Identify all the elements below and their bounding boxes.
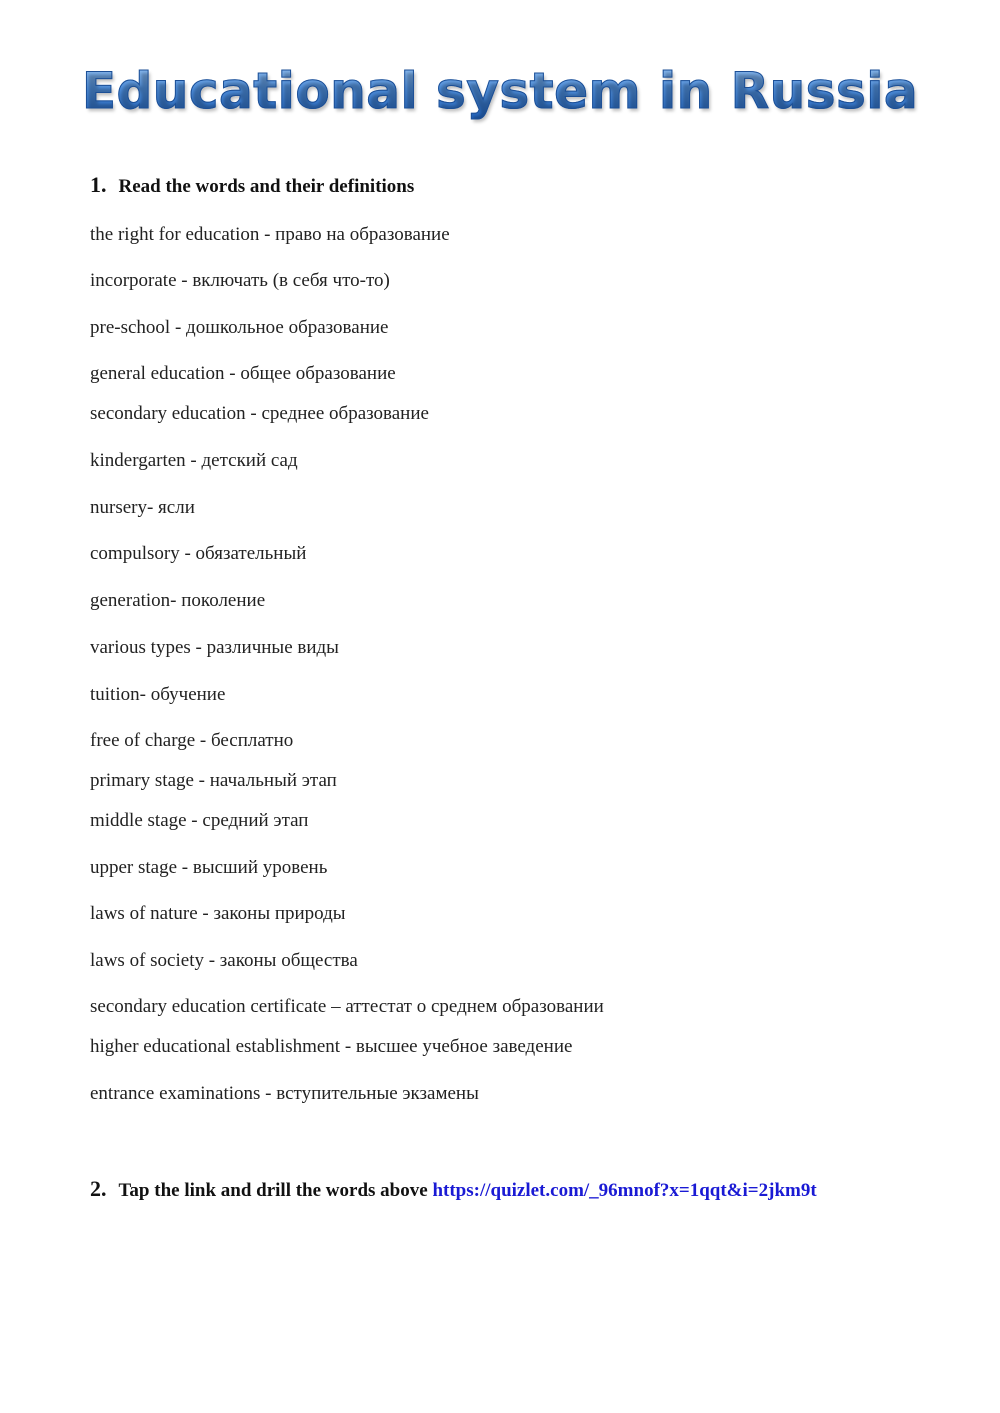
- vocab-item: tuition- обучение: [90, 684, 226, 705]
- section-1-text: Read the words and their definitions: [118, 176, 415, 197]
- page-title: Educational system in Russia: [0, 62, 1000, 120]
- vocab-item: general education - общее образование: [90, 363, 396, 384]
- section-2-number: 2.: [90, 1176, 107, 1201]
- vocab-item: entrance examinations - вступительные экзамены: [90, 1083, 479, 1104]
- vocab-item: pre-school - дошкольное образование: [90, 317, 389, 338]
- quizlet-link[interactable]: https://quizlet.com/_96mnof?x=1qqt&i=2jkm9t: [432, 1180, 817, 1201]
- vocab-item: higher educational establishment - высшее учебное заведение: [90, 1036, 573, 1057]
- vocab-item: kindergarten - детский сад: [90, 450, 298, 471]
- section-2-text: Tap the link and drill the words above: [118, 1180, 428, 1201]
- vocab-item: free of charge - бесплатно: [90, 730, 294, 751]
- vocab-item: upper stage - высший уровень: [90, 857, 328, 878]
- section-1-number: 1.: [90, 172, 107, 197]
- vocab-item: laws of nature - законы природы: [90, 903, 346, 924]
- vocab-item: generation- поколение: [90, 590, 266, 611]
- section-2-heading: [90, 1176, 817, 1202]
- vocab-item: various types - различные виды: [90, 637, 339, 658]
- vocab-item: compulsory - обязательный: [90, 543, 307, 564]
- section-1-heading: [90, 172, 414, 198]
- vocab-item: secondary education certificate – аттестат о среднем образовании: [90, 996, 604, 1017]
- vocab-item: incorporate - включать (в себя что-то): [90, 270, 390, 291]
- vocab-item: laws of society - законы общества: [90, 950, 358, 971]
- vocab-item: secondary education - среднее образование: [90, 403, 429, 424]
- vocab-item: the right for education - право на образование: [90, 224, 450, 245]
- vocab-item: middle stage - средний этап: [90, 810, 309, 831]
- vocab-item: nursery- ясли: [90, 497, 195, 518]
- vocab-item: primary stage - начальный этап: [90, 770, 337, 791]
